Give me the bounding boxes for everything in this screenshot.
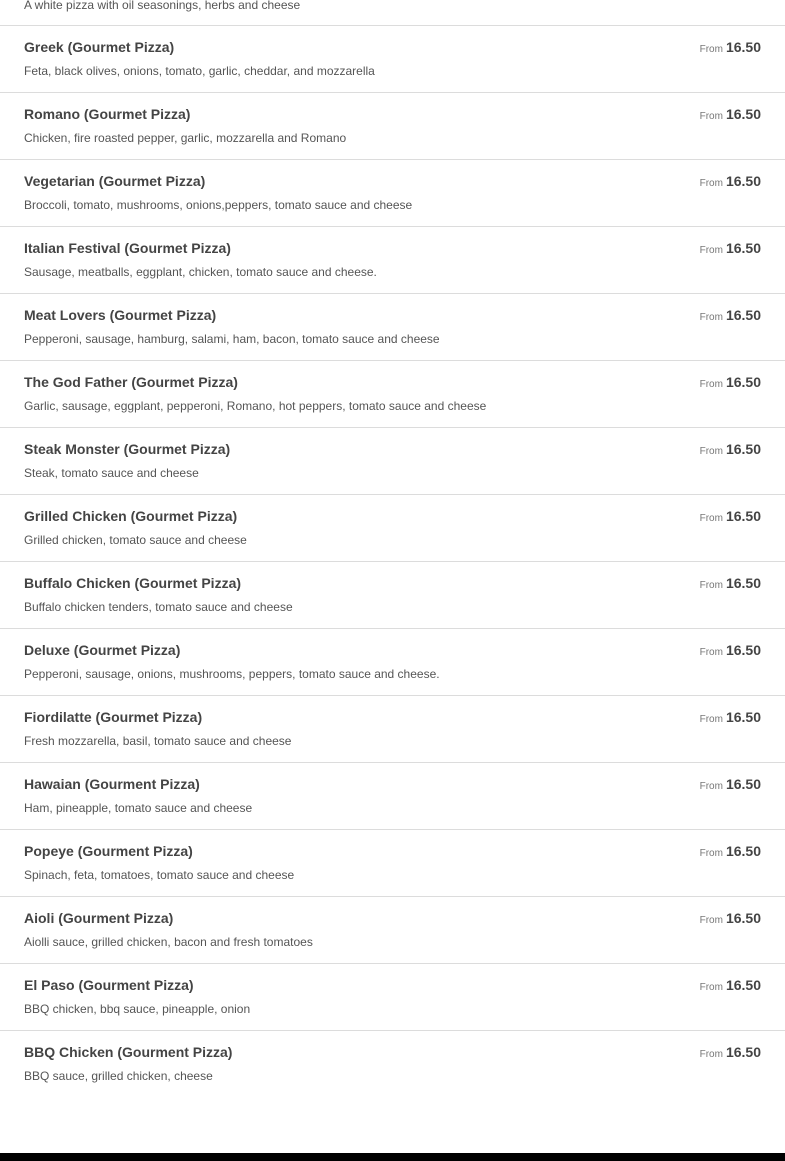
menu-item[interactable] xyxy=(0,361,785,428)
price-value: 16.50 xyxy=(725,575,761,591)
price-prefix: From xyxy=(699,647,723,658)
item-description: Fresh mozzarella, basil, tomato sauce and cheese xyxy=(24,734,292,748)
menu-item[interactable] xyxy=(0,26,785,93)
item-price xyxy=(700,910,761,928)
item-name: Steak Monster (Gourmet Pizza) xyxy=(24,441,231,457)
item-price xyxy=(700,508,761,526)
item-price xyxy=(700,240,761,258)
price-value: 16.50 xyxy=(725,39,761,55)
price-value: 16.50 xyxy=(725,106,761,122)
menu-item[interactable] xyxy=(0,294,785,361)
item-description: Pepperoni, sausage, onions, mushrooms, peppers, tomato sauce and cheese. xyxy=(24,667,440,681)
price-value: 16.50 xyxy=(725,709,761,725)
price-prefix: From xyxy=(699,982,723,993)
item-price xyxy=(700,39,761,57)
item-description: A white pizza with oil seasonings, herbs and cheese xyxy=(24,0,301,12)
item-name: The God Father (Gourmet Pizza) xyxy=(24,374,238,390)
item-name: Greek (Gourmet Pizza) xyxy=(24,39,175,55)
item-description: Steak, tomato sauce and cheese xyxy=(24,466,199,480)
item-price xyxy=(700,575,761,593)
menu-item[interactable] xyxy=(0,696,785,763)
price-value: 16.50 xyxy=(725,307,761,323)
item-description: Buffalo chicken tenders, tomato sauce and cheese xyxy=(24,600,293,614)
item-description: Sausage, meatballs, eggplant, chicken, tomato sauce and cheese. xyxy=(24,265,377,279)
item-price xyxy=(700,307,761,325)
menu-item[interactable] xyxy=(0,897,785,964)
item-name: Meat Lovers (Gourmet Pizza) xyxy=(24,307,217,323)
menu-item[interactable] xyxy=(0,428,785,495)
menu-item[interactable] xyxy=(0,830,785,897)
item-price xyxy=(700,977,761,995)
item-price xyxy=(700,843,761,861)
price-value: 16.50 xyxy=(725,508,761,524)
item-name: El Paso (Gourment Pizza) xyxy=(24,977,194,993)
price-prefix: From xyxy=(699,714,723,725)
menu-item[interactable] xyxy=(0,964,785,1031)
price-value: 16.50 xyxy=(725,374,761,390)
item-description: Grilled chicken, tomato sauce and cheese xyxy=(24,533,247,547)
menu-item[interactable] xyxy=(0,763,785,830)
menu-item[interactable] xyxy=(0,562,785,629)
item-name: Italian Festival (Gourmet Pizza) xyxy=(24,240,231,256)
price-value: 16.50 xyxy=(725,173,761,189)
item-description: Feta, black olives, onions, tomato, garlic, cheddar, and mozzarella xyxy=(24,64,375,78)
price-value: 16.50 xyxy=(725,977,761,993)
item-description: Pepperoni, sausage, hamburg, salami, ham, bacon, tomato sauce and cheese xyxy=(24,332,440,346)
price-prefix: From xyxy=(699,245,723,256)
item-name: Buffalo Chicken (Gourmet Pizza) xyxy=(24,575,242,591)
price-value: 16.50 xyxy=(725,910,761,926)
item-description: Garlic, sausage, eggplant, pepperoni, Romano, hot peppers, tomato sauce and cheese xyxy=(24,399,487,413)
price-value: 16.50 xyxy=(725,843,761,859)
item-name: Deluxe (Gourmet Pizza) xyxy=(24,642,181,658)
item-price xyxy=(700,709,761,727)
menu-item[interactable] xyxy=(0,93,785,160)
item-description: BBQ chicken, bbq sauce, pineapple, onion xyxy=(24,1002,251,1016)
item-name: Romano (Gourmet Pizza) xyxy=(24,106,191,122)
item-price xyxy=(700,776,761,794)
item-description: Chicken, fire roasted pepper, garlic, mozzarella and Romano xyxy=(24,131,347,145)
price-prefix: From xyxy=(699,178,723,189)
price-prefix: From xyxy=(699,513,723,524)
menu-item[interactable] xyxy=(0,629,785,696)
item-name: BBQ Chicken (Gourment Pizza) xyxy=(24,1044,233,1060)
price-value: 16.50 xyxy=(725,240,761,256)
item-price xyxy=(700,642,761,660)
item-name: Aioli (Gourment Pizza) xyxy=(24,910,174,926)
price-prefix: From xyxy=(699,446,723,457)
item-name: Popeye (Gourment Pizza) xyxy=(24,843,193,859)
item-description: Spinach, feta, tomatoes, tomato sauce and cheese xyxy=(24,868,295,882)
item-description: Ham, pineapple, tomato sauce and cheese xyxy=(24,801,253,815)
price-prefix: From xyxy=(699,915,723,926)
item-price xyxy=(700,441,761,459)
item-name: Grilled Chicken (Gourmet Pizza) xyxy=(24,508,238,524)
item-description: BBQ sauce, grilled chicken, cheese xyxy=(24,1069,213,1083)
item-description: Aiolli sauce, grilled chicken, bacon and fresh tomatoes xyxy=(24,935,313,949)
footer-bar xyxy=(0,1153,785,1161)
menu-item[interactable] xyxy=(0,160,785,227)
price-prefix: From xyxy=(699,379,723,390)
menu-item[interactable] xyxy=(0,1031,785,1098)
item-price xyxy=(700,173,761,191)
price-value: 16.50 xyxy=(725,441,761,457)
price-prefix: From xyxy=(699,781,723,792)
item-name: Hawaian (Gourment Pizza) xyxy=(24,776,200,792)
item-name: Vegetarian (Gourmet Pizza) xyxy=(24,173,206,189)
price-prefix: From xyxy=(699,44,723,55)
price-prefix: From xyxy=(699,848,723,859)
price-value: 16.50 xyxy=(725,1044,761,1060)
menu-item[interactable] xyxy=(0,495,785,562)
item-description: Broccoli, tomato, mushrooms, onions,peppers, tomato sauce and cheese xyxy=(24,198,413,212)
item-price xyxy=(700,106,761,124)
price-prefix: From xyxy=(699,580,723,591)
item-name: Fiordilatte (Gourmet Pizza) xyxy=(24,709,203,725)
price-value: 16.50 xyxy=(725,642,761,658)
menu-list xyxy=(0,26,785,1098)
price-value: 16.50 xyxy=(725,776,761,792)
menu-item-partial[interactable] xyxy=(0,0,785,26)
menu-item[interactable] xyxy=(0,227,785,294)
price-prefix: From xyxy=(699,111,723,122)
price-prefix: From xyxy=(699,312,723,323)
item-price xyxy=(700,1044,761,1062)
price-prefix: From xyxy=(699,1049,723,1060)
item-price xyxy=(700,374,761,392)
